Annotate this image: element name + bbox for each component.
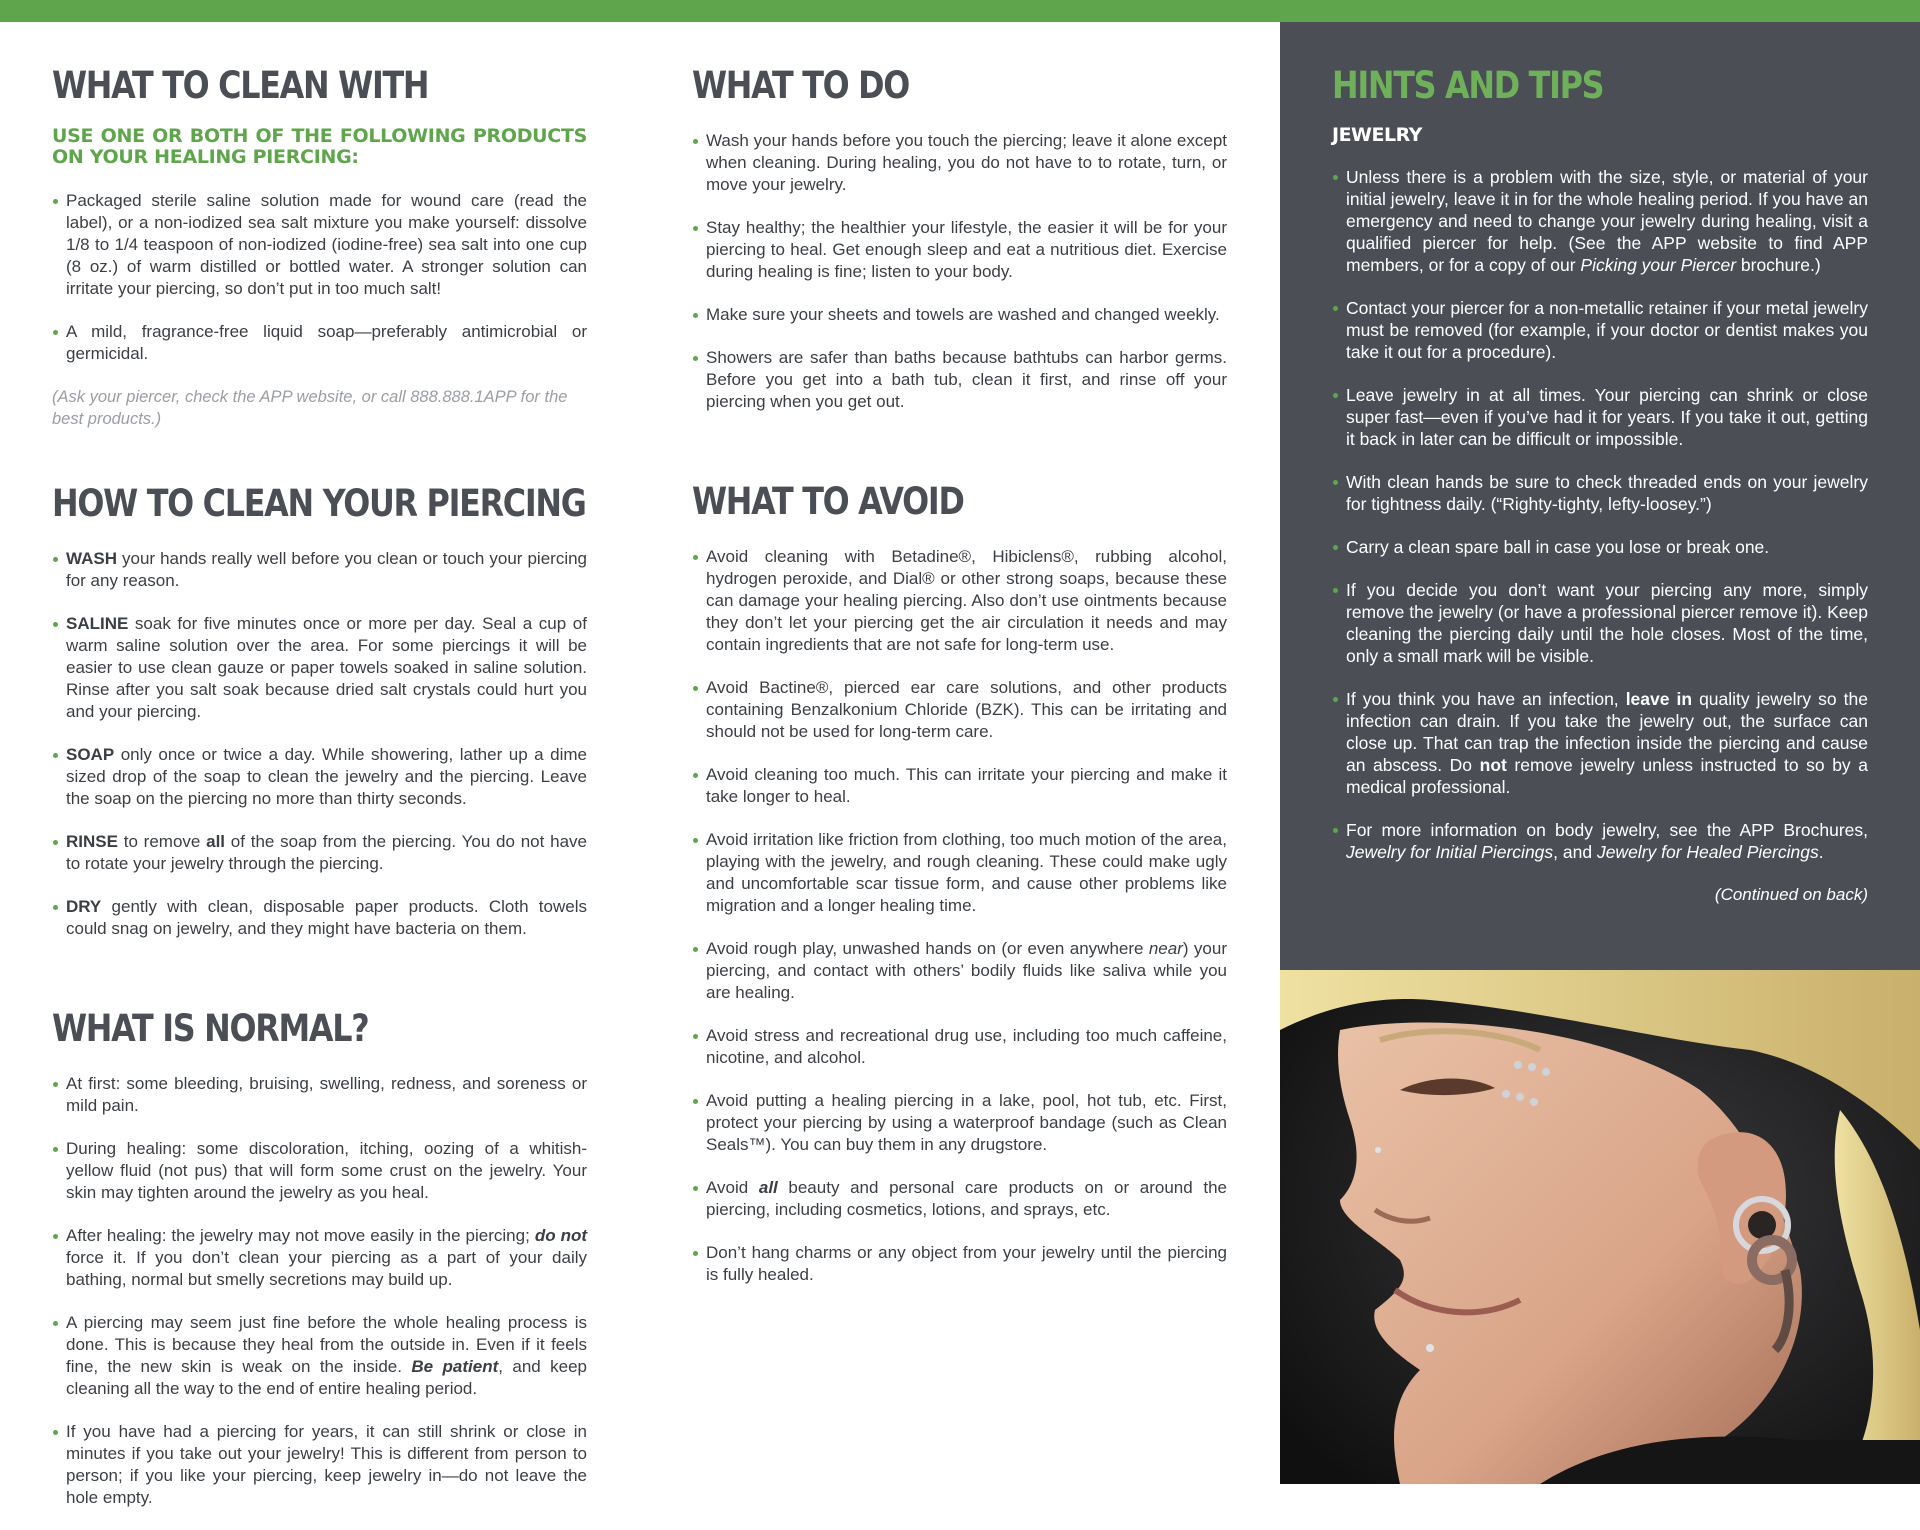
heading-what-is-normal: WHAT IS NORMAL? [52, 1007, 369, 1050]
heading-what-to-clean-with: WHAT TO CLEAN WITH [52, 64, 429, 107]
list-item: A mild, fragrance-free liquid soap—preferably antimicrobial or germicidal. [52, 321, 587, 365]
heading-what-to-do: WHAT TO DO [692, 64, 910, 107]
list-how-to-clean [52, 548, 587, 940]
list-item: Leave jewelry in at all times. Your piercing can shrink or close super fast—even if you’ve had it for years. If you take it out, getting it back in later can be difficult or impossible. [1332, 384, 1868, 450]
list-item: Make sure your sheets and towels are washed and changed weekly. [692, 304, 1227, 326]
list-item: Avoid Bactine®, pierced ear care solutions, and other products containing Benzalkonium Chloride (BZK). This can be irritating and should not be used for long-term care. [692, 677, 1227, 743]
list-item: RINSE to remove all of the soap from the piercing. You do not have to rotate your jewelry through the piercing. [52, 831, 587, 875]
list-what-is-normal [52, 1073, 587, 1509]
list-item: SOAP only once or twice a day. While showering, lather up a dime sized drop of the soap to clean the jewelry and the piercing. Leave the soap on the piercing no more than thirty seconds. [52, 744, 587, 810]
list-item: Wash your hands before you touch the piercing; leave it alone except when cleaning. During healing, you do not have to to rotate, turn, or move your jewelry. [692, 130, 1227, 196]
heading-how-to-clean: HOW TO CLEAN YOUR PIERCING [52, 482, 586, 525]
subheading-products: USE ONE OR BOTH OF THE FOLLOWING PRODUCTS ON YOUR HEALING PIERCING: [52, 125, 587, 168]
list-item: SALINE soak for five minutes once or more per day. Seal a cup of warm saline solution over the area. For some piercings it will be easier to use clean gauze or paper towels soaked in saline solution. Rinse after you salt soak because dried salt crystals could hurt you and your piercing. [52, 613, 587, 723]
piercing-photo [1280, 970, 1920, 1484]
column-right [1332, 62, 1868, 906]
list-item: A piercing may seem just fine before the whole healing process is done. This is because they heal from the outside in. Even if it feels fine, the new skin is weak on the inside. Be patient, and keep cleaning all the way to the end of entire healing period. [52, 1312, 587, 1400]
list-item: During healing: some discoloration, itching, oozing of a whitish-yellow fluid (not pus) that will form some crust on the jewelry. Your skin may tighten around the jewelry as you heal. [52, 1138, 587, 1204]
list-item: Packaged sterile saline solution made for wound care (read the label), or a non-iodized sea salt mixture you make yourself: dissolve 1/8 to 1/4 teaspoon of non-iodized (iodine-free) sea salt into one cup (8 oz.) of warm distilled or bottled water. A stronger solution can irritate your piercing, so don’t put in too much salt! [52, 190, 587, 300]
list-item: Avoid all beauty and personal care products on or around the piercing, including cosmetics, lotions, and sprays, etc. [692, 1177, 1227, 1221]
products-note: (Ask your piercer, check the APP website, or call 888.888.1APP for the best products.) [52, 388, 568, 428]
heading-what-to-avoid: WHAT TO AVOID [692, 480, 964, 523]
list-item: DRY gently with clean, disposable paper products. Cloth towels could snag on jewelry, and they might have bacteria on them. [52, 896, 587, 940]
list-item: Unless there is a problem with the size, style, or material of your initial jewelry, leave it in for the whole healing period. If you have an emergency and need to change your jewelry during healing, visit a qualified piercer for help. (See the APP website to find APP members, or for a copy of our Picking your Piercer brochure.) [1332, 166, 1868, 276]
list-item: If you have had a piercing for years, it can still shrink or close in minutes if you take out your jewelry! This is different from person to person; if you like your piercing, keep jewelry in—do not leave the hole empty. [52, 1421, 587, 1509]
list-what-to-do [692, 130, 1227, 413]
list-item: After healing: the jewelry may not move easily in the piercing; do not force it. If you don’t clean your piercing as a part of your daily bathing, normal but smelly secretions may build up. [52, 1225, 587, 1291]
list-item: With clean hands be sure to check threaded ends on your jewelry for tightness daily. (“Righty-tighty, lefty-loosey.”) [1332, 471, 1868, 515]
heading-hints-and-tips: HINTS AND TIPS [1332, 64, 1604, 107]
list-item: Contact your piercer for a non-metallic retainer if your metal jewelry must be removed (for example, if your doctor or dentist makes you take it out for a procedure). [1332, 297, 1868, 363]
list-item: If you decide you don’t want your piercing any more, simply remove the jewelry (or have a professional piercer remove it). Keep cleaning the piercing daily until the hole closes. Most of the time, only a small mark will be visible. [1332, 579, 1868, 667]
list-what-to-avoid [692, 546, 1227, 1286]
column-middle [692, 62, 1227, 1307]
face-illustration [1280, 970, 1920, 1484]
list-item: Don’t hang charms or any object from your jewelry until the piercing is fully healed. [692, 1242, 1227, 1286]
list-item: Carry a clean spare ball in case you lose or break one. [1332, 536, 1868, 558]
list-clean-with [52, 190, 587, 365]
list-hints [1332, 166, 1868, 863]
list-item: Avoid cleaning with Betadine®, Hibiclens®, rubbing alcohol, hydrogen peroxide, and Dial® or other strong soaps, because these can damage your healing piercing. Also don’t use ointments because they don’t let your piercing get the air circulation it needs and may contain ingredients that are not safe for long-term use. [692, 546, 1227, 656]
list-item: At first: some bleeding, bruising, swelling, redness, and soreness or mild pain. [52, 1073, 587, 1117]
list-item: Avoid rough play, unwashed hands on (or even anywhere near) your piercing, and contact with others’ bodily fluids like saliva while you are healing. [692, 938, 1227, 1004]
column-left [52, 62, 587, 1530]
list-item: Showers are safer than baths because bathtubs can harbor germs. Before you get into a bath tub, clean it first, and rinse off your piercing when you get out. [692, 347, 1227, 413]
list-item: For more information on body jewelry, see the APP Brochures, Jewelry for Initial Piercings, and Jewelry for Healed Piercings. [1332, 819, 1868, 863]
continued-on-back: (Continued on back) [1714, 885, 1868, 904]
list-item: Avoid cleaning too much. This can irritate your piercing and make it take longer to heal. [692, 764, 1227, 808]
list-item: If you think you have an infection, leave in quality jewelry so the infection can drain. If you take the jewelry out, the surface can close up. That can trap the infection inside the piercing and cause an abscess. Do not remove jewelry unless instructed to so by a medical professional. [1332, 688, 1868, 798]
subheading-jewelry: JEWELRY [1332, 124, 1422, 146]
top-accent-bar [0, 0, 1920, 22]
list-item: Avoid stress and recreational drug use, including too much caffeine, nicotine, and alcohol. [692, 1025, 1227, 1069]
list-item: WASH your hands really well before you clean or touch your piercing for any reason. [52, 548, 587, 592]
list-item: Avoid putting a healing piercing in a lake, pool, hot tub, etc. First, protect your piercing by using a waterproof bandage (such as Clean Seals™). You can buy them in any drugstore. [692, 1090, 1227, 1156]
list-item: Stay healthy; the healthier your lifestyle, the easier it will be for your piercing to heal. Get enough sleep and eat a nutritious diet. Exercise during healing is fine; listen to your body. [692, 217, 1227, 283]
list-item: Avoid irritation like friction from clothing, too much motion of the area, playing with the jewelry, and rough cleaning. These could make ugly and uncomfortable scar tissue form, and cause other problems like migration and a longer healing time. [692, 829, 1227, 917]
